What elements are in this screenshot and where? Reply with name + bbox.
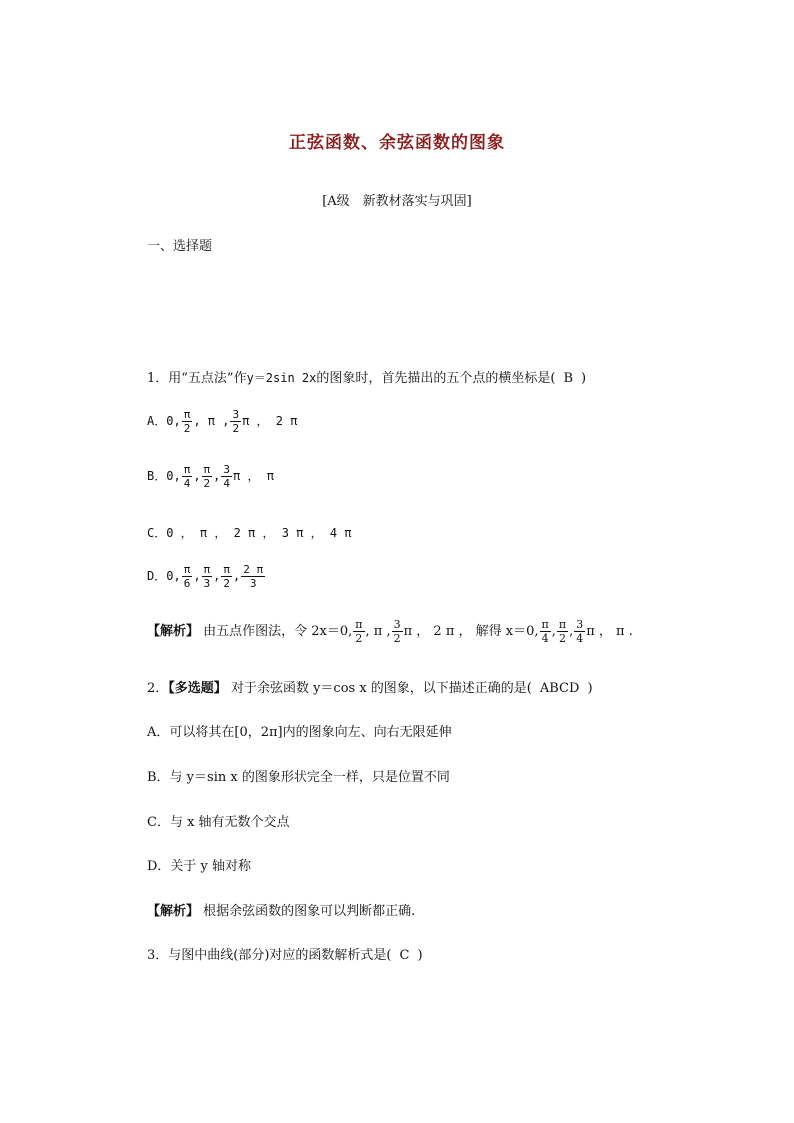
q3-answer: C — [399, 948, 410, 963]
fraction: $\frac{3}{4}$ — [576, 618, 584, 645]
fraction: $\frac{\pi}{3}$ — [203, 563, 211, 590]
fraction: $\frac{\pi}{2}$ — [183, 408, 191, 435]
q2-option-d: D．关于 y 轴对称 — [147, 859, 252, 874]
q2-option-a: A．可以将其在[0，2π]内的图象向左、向右无限延伸 — [147, 725, 452, 740]
q2-explanation: 【解析】 根据余弦函数的图象可以判断都正确. — [147, 904, 416, 919]
page-title: 正弦函数、余弦函数的图象 — [289, 133, 505, 153]
q2-answer: ABCD — [539, 681, 580, 696]
q1-answer: B — [563, 371, 574, 386]
fraction: $\frac{\pi}{2}$ — [203, 463, 211, 490]
q1-expr: y＝2sin 2x — [246, 371, 317, 385]
q1-stem-pre: 1．用“五点法”作 — [147, 371, 247, 386]
question-3: 3．与图中曲线(部分)对应的函数解析式是( C ) — [147, 948, 423, 963]
q2-option-c: C．与 x 轴有无数个交点 — [147, 815, 290, 830]
page-subtitle: [A级 新教材落实与巩固] — [322, 194, 472, 209]
fraction: $\frac{\pi}{4}$ — [183, 463, 191, 490]
fraction: $\frac{\pi}{6}$ — [183, 563, 191, 590]
fraction: $\frac{2 \pi}{3}$ — [243, 563, 264, 590]
fraction: $\frac{\pi}{4}$ — [541, 618, 549, 645]
question-2: 2．【多选题】 对于余弦函数 y＝cos x 的图象，以下描述正确的是( ABCD ) — [147, 681, 593, 696]
question-1 — [147, 367, 586, 386]
q2-option-b: B．与 y＝sin x 的图象形状完全一样，只是位置不同 — [147, 770, 450, 785]
fraction: $\frac{3}{2}$ — [393, 618, 401, 645]
fraction: $\frac{\pi}{2}$ — [558, 618, 567, 645]
q1-stem-post: 的图象时，首先描出的五个点的横坐标是( — [316, 371, 556, 386]
q1-option-a: A．0, $\frac{\pi}{2}$ , π , $\frac{3}{2}$ π ， 2 π — [147, 408, 298, 435]
q1-option-b: B．0, $\frac{\pi}{4}$ , $\frac{\pi}{2}$ , $\frac{3}{4}$ π ， π — [147, 463, 274, 490]
fraction: $\frac{\pi}{2}$ — [355, 618, 363, 645]
q2-tag: 【多选题】 — [168, 681, 227, 696]
q1-explanation: 【解析】 由五点作图法，令 2x＝0, $\frac{\pi}{2}$ , π , $\frac{3}{2}$ π ， 2 π ， 解得 x＝0, $\frac{\pi}{4}$ , $\frac{\pi}{2}$ , $\frac{3}{4}$ π ， π . — [147, 618, 633, 645]
q1-option-d: D．0, $\frac{\pi}{6}$ , $\frac{\pi}{3}$ , $\frac{\pi}{2}$ , $\frac{2 \pi}{3}$ — [147, 563, 264, 590]
section-heading: 一、选择题 — [147, 239, 213, 254]
q1-close: ) — [581, 371, 587, 386]
q1-option-c: C．0 ， π ， 2 π ， 3 π ， 4 π — [147, 526, 352, 540]
fraction: $\frac{3}{4}$ — [223, 463, 231, 490]
fraction: $\frac{3}{2}$ — [232, 408, 240, 435]
fraction: $\frac{\pi}{2}$ — [223, 563, 231, 590]
